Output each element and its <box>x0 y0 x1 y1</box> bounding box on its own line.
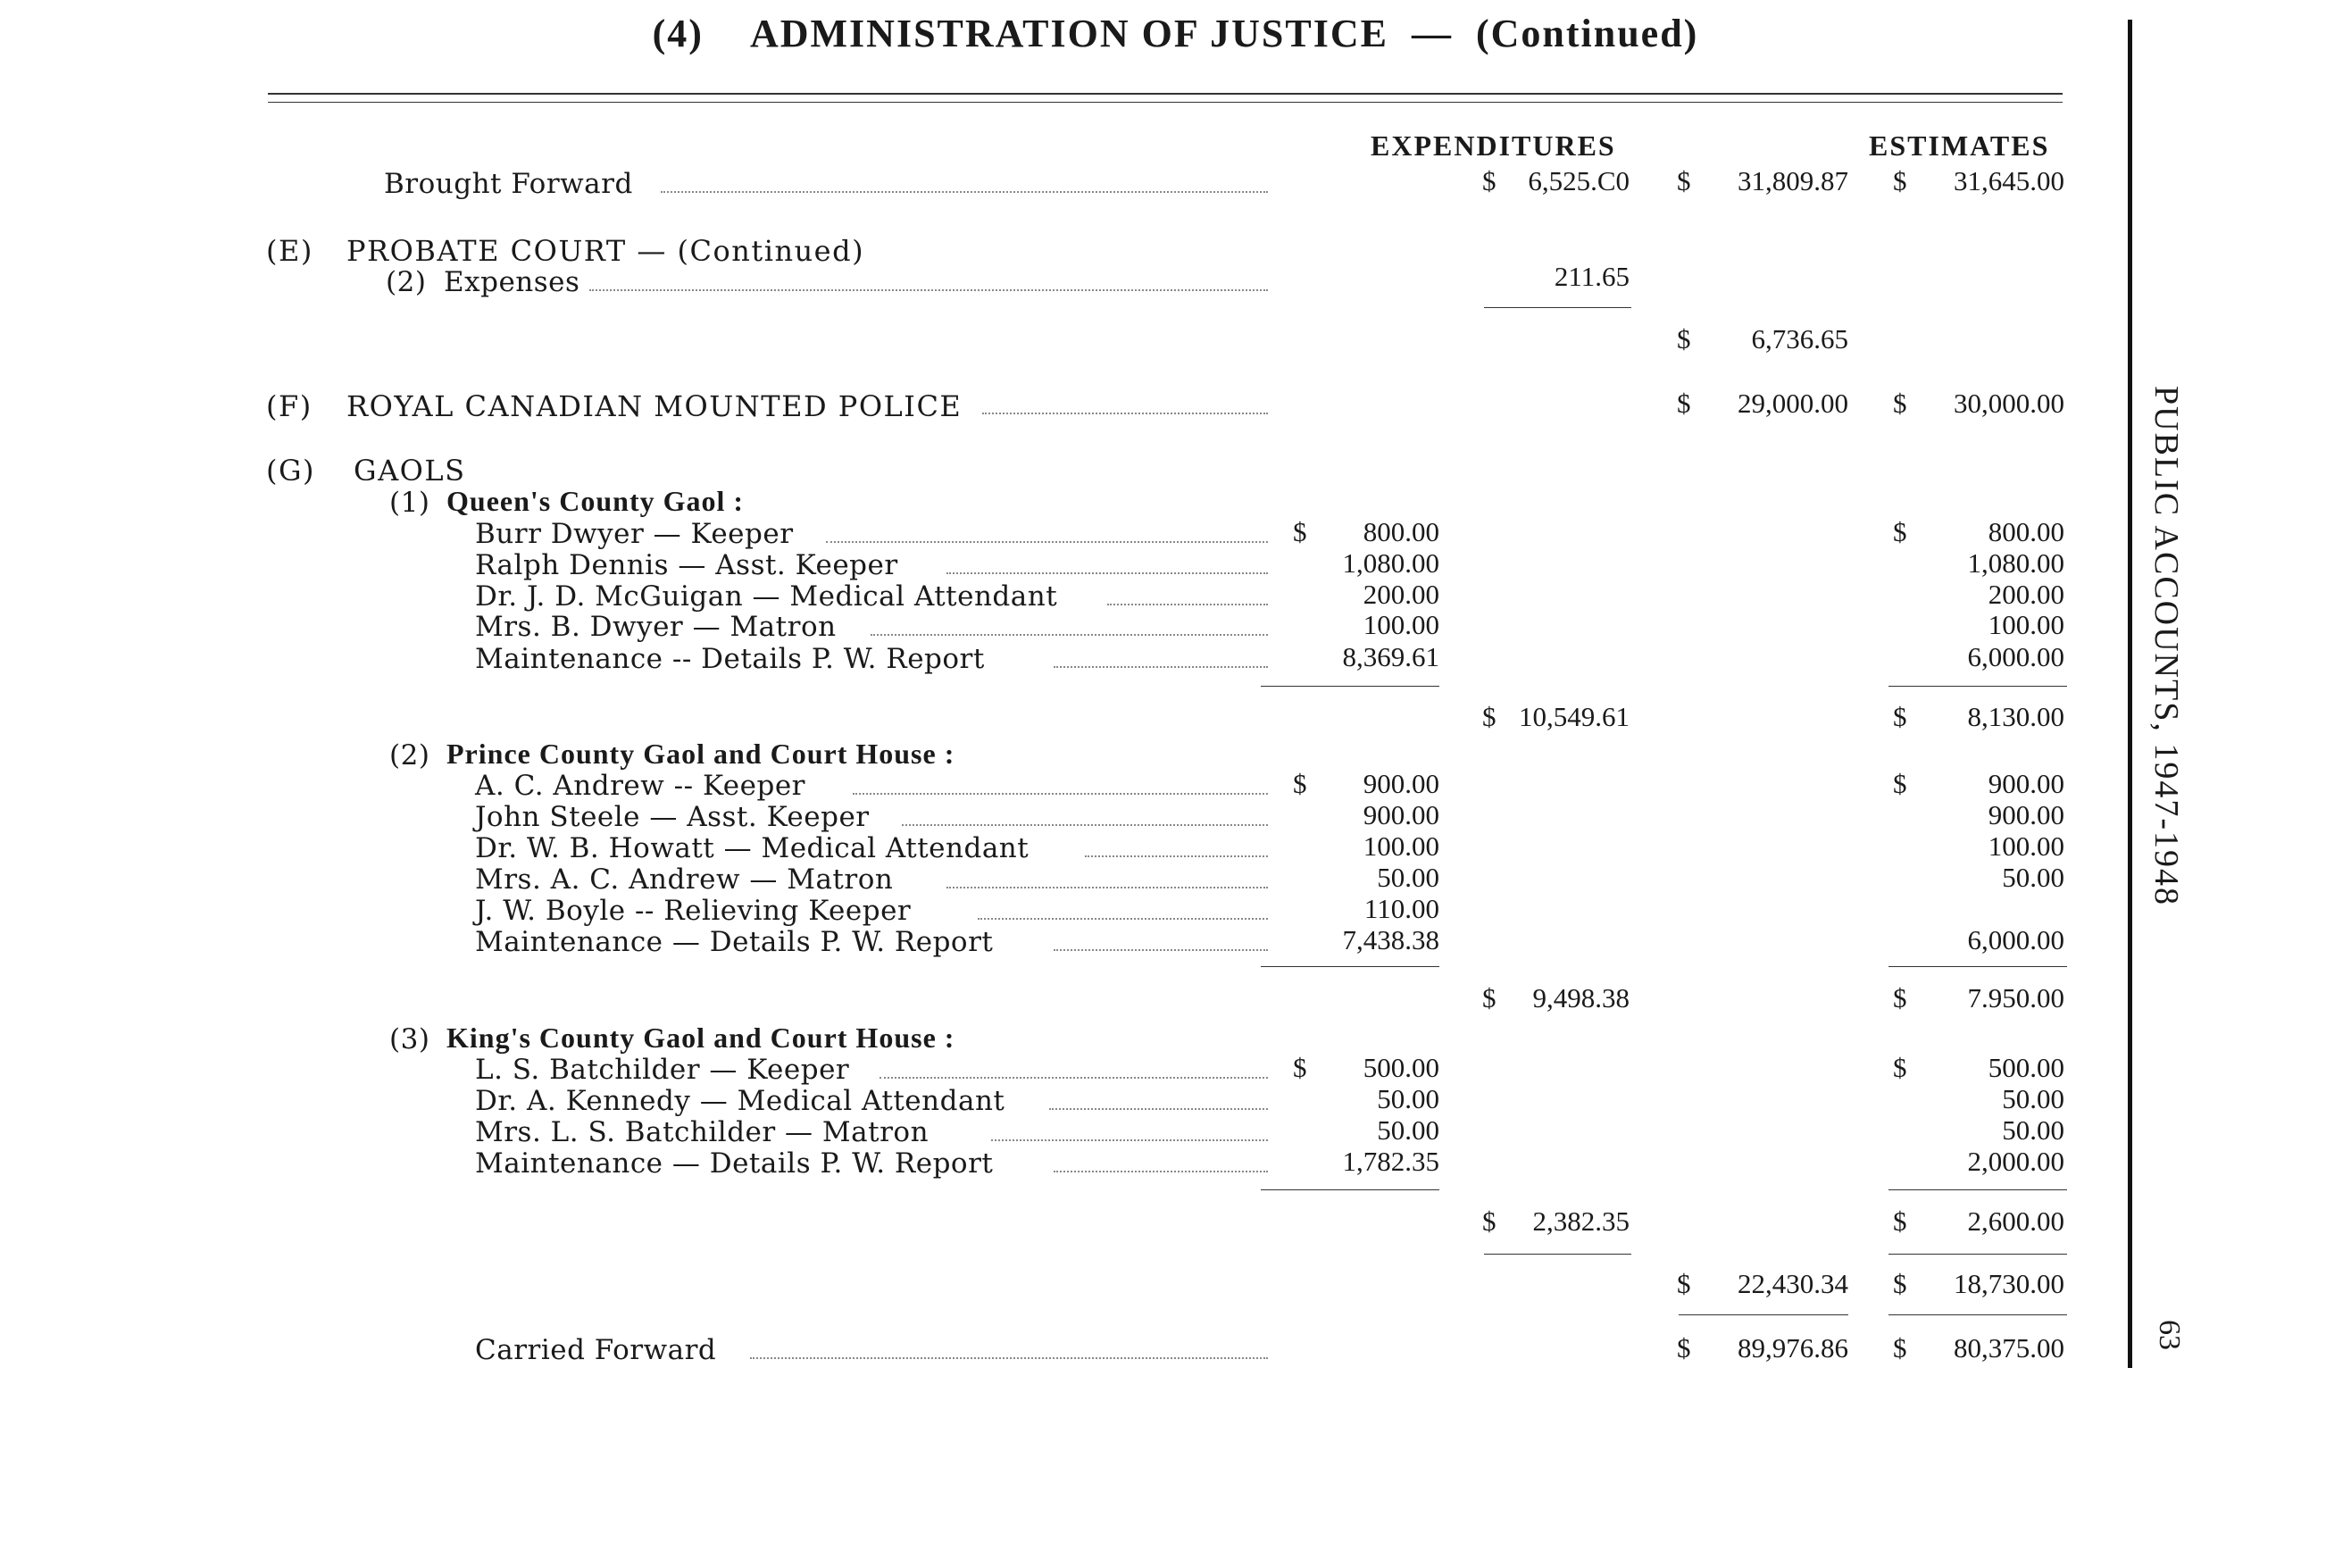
line-item-expenditure: 1,782.35 <box>1342 1146 1439 1177</box>
group-heading: King's County Gaol and Court House : <box>446 1022 955 1054</box>
line-item-expenditure: 8,369.61 <box>1342 641 1439 672</box>
line-item-estimate: 2,000.00 <box>1967 1146 2064 1177</box>
line-item-estimate: 800.00 <box>1988 516 2064 547</box>
currency-sign: $ <box>1677 388 1691 419</box>
currency-sign: $ <box>1893 165 1907 196</box>
gaols-total-expenditure: 22,430.34 <box>1738 1268 1848 1299</box>
group-subtotal-expenditure: 9,498.38 <box>1532 982 1630 1013</box>
leader-dots <box>1049 1108 1268 1110</box>
header-rule-top <box>268 93 2063 95</box>
leader-dots <box>991 1139 1268 1141</box>
line-item-estimate: 50.00 <box>2002 862 2064 893</box>
currency-sign: $ <box>1677 1268 1691 1299</box>
line-item-label: Dr. A. Kennedy — Medical Attendant <box>475 1085 1005 1117</box>
line-item-estimate: 900.00 <box>1988 799 2064 830</box>
line-item-label: Dr. J. D. McGuigan — Medical Attendant <box>475 580 1058 613</box>
title-dash: — <box>1411 12 1453 55</box>
line-item-label: Dr. W. B. Howatt — Medical Attendant <box>475 832 1030 864</box>
line-item-label: A. C. Andrew -- Keeper <box>475 770 805 802</box>
group-number: (3) <box>389 1023 430 1055</box>
leader-dots <box>946 572 1268 574</box>
line-item-expenditure: 500.00 <box>1363 1052 1439 1083</box>
probate-sub-num: (2) <box>386 266 427 298</box>
title-text: ADMINISTRATION OF JUSTICE <box>749 12 1388 55</box>
subtotal-rule <box>1888 686 2067 687</box>
rcmp-estimate: 30,000.00 <box>1954 388 2064 419</box>
currency-sign: $ <box>1677 1332 1691 1364</box>
brought-forward-label: Brought Forward <box>384 168 633 200</box>
line-item-expenditure: 1,080.00 <box>1342 547 1439 579</box>
group-heading: Prince County Gaol and Court House : <box>446 738 955 770</box>
line-item-expenditure: 100.00 <box>1363 830 1439 862</box>
group-subtotal-estimate: 2,600.00 <box>1967 1205 2064 1237</box>
group-number: (1) <box>389 487 430 519</box>
line-item-estimate: 100.00 <box>1988 609 2064 640</box>
line-item-estimate: 6,000.00 <box>1967 924 2064 955</box>
line-item-label: J. W. Boyle -- Relieving Keeper <box>475 895 912 927</box>
right-border-bar <box>2128 20 2132 1368</box>
currency-sign: $ <box>1893 388 1907 419</box>
line-item-expenditure: 7,438.38 <box>1342 924 1439 955</box>
expenditures-heading: EXPENDITURES <box>1371 129 1616 162</box>
currency-sign: $ <box>1293 1052 1307 1083</box>
probate-total: 6,736.65 <box>1751 323 1848 354</box>
brought-forward-col4: 31,645.00 <box>1954 165 2064 196</box>
total-rule <box>1888 1314 2067 1315</box>
line-item-label: Ralph Dennis — Asst. Keeper <box>475 549 898 581</box>
currency-sign: $ <box>1482 165 1496 196</box>
running-title: PUBLIC ACCOUNTS, 1947-1948 <box>2147 386 2185 906</box>
currency-sign: $ <box>1293 768 1307 799</box>
currency-sign: $ <box>1293 516 1307 547</box>
line-item-expenditure: 50.00 <box>1377 1114 1439 1146</box>
leader-dots <box>1054 949 1268 951</box>
group-subtotal-expenditure: 10,549.61 <box>1519 701 1630 732</box>
header-rule-bottom <box>268 102 2063 103</box>
rcmp-name: ROYAL CANADIAN MOUNTED POLICE <box>346 389 963 423</box>
group-number: (2) <box>389 739 430 771</box>
group-subtotal-estimate: 8,130.00 <box>1967 701 2064 732</box>
line-item-estimate: 50.00 <box>2002 1114 2064 1146</box>
currency-sign: $ <box>1893 768 1907 799</box>
probate-letter: (E) <box>266 234 313 268</box>
line-item-estimate: 500.00 <box>1988 1052 2064 1083</box>
leader-dots <box>1107 604 1268 605</box>
leader-dots <box>982 413 1268 414</box>
gaols-letter: (G) <box>266 454 316 488</box>
leader-dots <box>853 793 1268 795</box>
subtotal-rule <box>1888 1189 2067 1190</box>
probate-heading <box>346 234 864 268</box>
total-rule <box>1484 1254 1631 1255</box>
group-heading: Queen's County Gaol : <box>446 485 745 517</box>
line-item-label: Mrs. A. C. Andrew — Matron <box>475 863 894 896</box>
line-item-estimate: 100.00 <box>1988 830 2064 862</box>
leader-dots <box>946 887 1268 888</box>
probate-suffix: — (Continued) <box>637 234 865 268</box>
page-number: 63 <box>2153 1320 2186 1350</box>
subtotal-rule <box>1261 1189 1439 1190</box>
line-item-label: Maintenance — Details P. W. Report <box>475 1147 994 1180</box>
group-subtotal-estimate: 7.950.00 <box>1967 982 2064 1013</box>
currency-sign: $ <box>1893 1268 1907 1299</box>
subtotal-rule <box>1484 307 1631 308</box>
carried-forward-col4: 80,375.00 <box>1954 1332 2064 1364</box>
brought-forward-col2: 6,525.C0 <box>1528 165 1630 196</box>
subtotal-rule <box>1888 966 2067 967</box>
line-item-label: Mrs. B. Dwyer — Matron <box>475 611 837 643</box>
line-item-label: L. S. Batchilder — Keeper <box>475 1054 850 1086</box>
brought-forward-col3: 31,809.87 <box>1738 165 1848 196</box>
line-item-estimate: 900.00 <box>1988 768 2064 799</box>
leader-dots <box>661 191 1268 193</box>
subtotal-rule <box>1261 686 1439 687</box>
line-item-label: Maintenance -- Details P. W. Report <box>475 643 985 675</box>
page-title <box>0 11 2351 56</box>
probate-expenses-value: 211.65 <box>1554 261 1630 292</box>
carried-forward-label: Carried Forward <box>475 1334 717 1366</box>
group-subtotal-expenditure: 2,382.35 <box>1532 1205 1630 1237</box>
currency-sign: $ <box>1482 701 1496 732</box>
gaols-name: GAOLS <box>354 454 466 488</box>
currency-sign: $ <box>1482 982 1496 1013</box>
line-item-label: Mrs. L. S. Batchilder — Matron <box>475 1116 930 1148</box>
line-item-estimate: 50.00 <box>2002 1083 2064 1114</box>
line-item-expenditure: 900.00 <box>1363 768 1439 799</box>
line-item-estimate: 6,000.00 <box>1967 641 2064 672</box>
currency-sign: $ <box>1677 165 1691 196</box>
line-item-expenditure: 200.00 <box>1363 579 1439 610</box>
currency-sign: $ <box>1482 1205 1496 1237</box>
currency-sign: $ <box>1893 1205 1907 1237</box>
estimates-heading: ESTIMATES <box>1869 129 2050 162</box>
currency-sign: $ <box>1893 701 1907 732</box>
rcmp-letter: (F) <box>266 389 313 423</box>
line-item-expenditure: 110.00 <box>1363 893 1439 924</box>
currency-sign: $ <box>1893 516 1907 547</box>
line-item-expenditure: 800.00 <box>1363 516 1439 547</box>
title-continued: (Continued) <box>1475 12 1699 55</box>
line-item-expenditure: 50.00 <box>1377 1083 1439 1114</box>
line-item-label: Burr Dwyer — Keeper <box>475 518 794 550</box>
carried-forward-col3: 89,976.86 <box>1738 1332 1848 1364</box>
leader-dots <box>826 541 1268 543</box>
total-rule <box>1888 1254 2067 1255</box>
currency-sign: $ <box>1893 1052 1907 1083</box>
leader-dots <box>750 1357 1268 1359</box>
leader-dots <box>1085 855 1268 857</box>
currency-sign: $ <box>1677 323 1691 354</box>
gaols-total-estimate: 18,730.00 <box>1954 1268 2064 1299</box>
section-number: (4) <box>652 12 704 55</box>
leader-dots <box>1054 1171 1268 1172</box>
leader-dots <box>589 289 1268 291</box>
leader-dots <box>880 1077 1268 1079</box>
line-item-label: Maintenance — Details P. W. Report <box>475 926 994 958</box>
line-item-estimate: 200.00 <box>1988 579 2064 610</box>
line-item-expenditure: 900.00 <box>1363 799 1439 830</box>
currency-sign: $ <box>1893 1332 1907 1364</box>
probate-sub-label: Expenses <box>444 266 580 298</box>
leader-dots <box>978 918 1268 920</box>
probate-name: PROBATE COURT <box>346 234 627 268</box>
line-item-estimate: 1,080.00 <box>1967 547 2064 579</box>
total-rule <box>1679 1314 1848 1315</box>
rcmp-expenditure: 29,000.00 <box>1738 388 1848 419</box>
leader-dots <box>871 634 1268 636</box>
line-item-expenditure: 50.00 <box>1377 862 1439 893</box>
leader-dots <box>1054 666 1268 668</box>
currency-sign: $ <box>1893 982 1907 1013</box>
leader-dots <box>902 824 1268 826</box>
line-item-label: John Steele — Asst. Keeper <box>475 801 870 833</box>
line-item-expenditure: 100.00 <box>1363 609 1439 640</box>
subtotal-rule <box>1261 966 1439 967</box>
